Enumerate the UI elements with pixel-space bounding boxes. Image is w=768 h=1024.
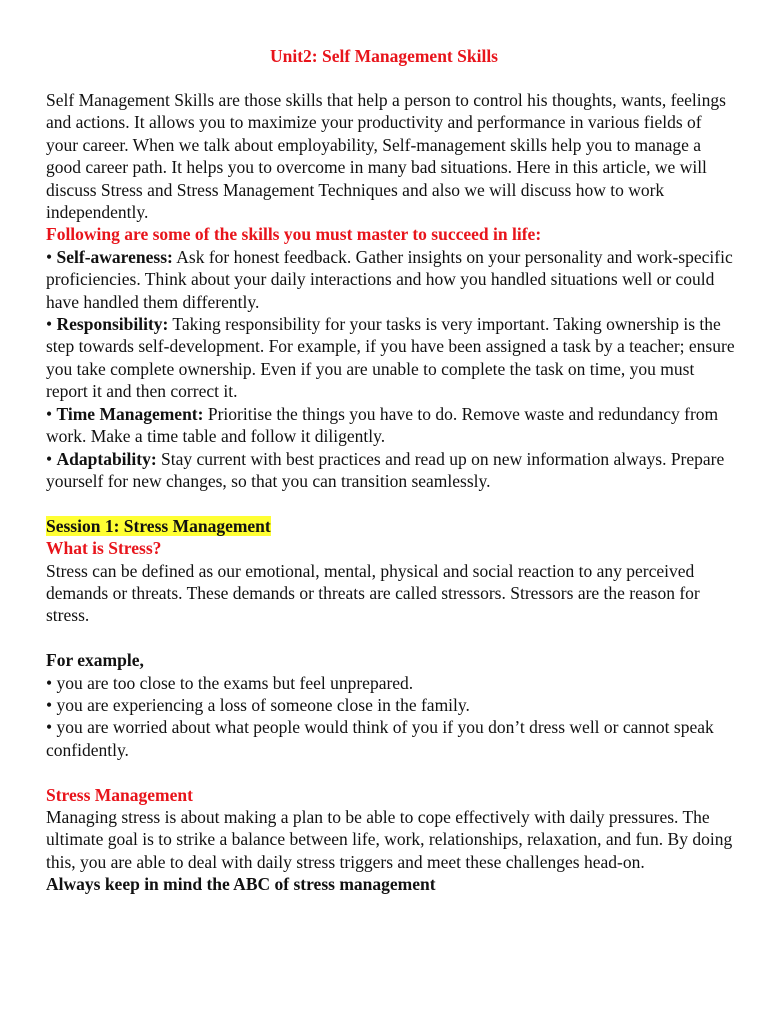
session-heading: Session 1: Stress Management — [46, 515, 271, 536]
skill-item-responsibility — [46, 313, 736, 403]
skill-item-adaptability — [46, 448, 736, 493]
skill-text: Prioritise the things you have to do. Remove waste and redundancy from work. Make a time table and follow it diligently. — [46, 403, 719, 447]
bullet: • — [46, 403, 53, 424]
skill-item-time-management — [46, 403, 736, 448]
skills-heading: Following are some of the skills you must master to succeed in life: — [46, 224, 542, 245]
page-title: Unit2: Self Management Skills — [270, 46, 498, 66]
skill-text: Taking responsibility for your tasks is very important. Taking ownership is the step towards self-development. For example, if you have been assigned a task by a teacher; ensure you take complete ownership. Even if you are unable to complete the task on time, you must report it and then correct it. — [46, 314, 735, 402]
intro-paragraph: Self Management Skills are those skills that help a person to control his thoughts, wants, feelings and actions. It allows you to maximize your productivity and performance in various fields of your career. When we talk about employability, Self-management skills help you to manage a good career path. It helps you to overcome in many bad situations. Here in this article, we will discuss Stress and Stress Management Techniques and also we will discuss how to work independently. — [46, 90, 726, 223]
skill-name: Adaptability: — [56, 448, 157, 469]
stress-management-heading: Stress Management — [46, 784, 193, 805]
bullet: • — [46, 246, 53, 267]
skill-text: Ask for honest feedback. Gather insights on your personality and work-specific proficiencies. Think about your daily interactions and how you handled situations well or could have handled them differently. — [46, 246, 733, 312]
stress-management-text: Managing stress is about making a plan to be able to cope effectively with daily pressures. The ultimate goal is to strike a balance between life, work, relationships, relaxation, and fun. By doing this, you are able to deal with daily stress triggers and meet these challenges head-on. — [46, 806, 733, 872]
spacer — [46, 761, 736, 783]
example-heading: For example, — [46, 650, 144, 671]
bullet: • — [46, 314, 53, 335]
skill-item-self-awareness — [46, 246, 736, 313]
stress-definition: Stress can be defined as our emotional, mental, physical and social reaction to any perceived demands or threats. These demands or threats are called stressors. Stressors are the reason for stress. — [46, 560, 700, 626]
what-is-stress-heading: What is Stress? — [46, 538, 162, 559]
document-body — [46, 89, 736, 896]
session-heading-line — [46, 515, 736, 537]
bullet: • — [46, 448, 53, 469]
example-item: • you are too close to the exams but feel unprepared. — [46, 672, 414, 693]
example-item: • you are worried about what people would think of you if you don’t dress well or cannot speak confidently. — [46, 717, 714, 760]
example-item: • you are experiencing a loss of someone close in the family. — [46, 694, 470, 715]
abc-line: Always keep in mind the ABC of stress management — [46, 874, 436, 895]
skill-name: Responsibility: — [56, 314, 169, 335]
skill-name: Self-awareness: — [56, 246, 173, 267]
skill-text: Stay current with best practices and read up on new information always. Prepare yourself for new changes, so that you can transition seamlessly. — [46, 448, 725, 491]
skill-name: Time Management: — [56, 403, 204, 424]
spacer — [46, 492, 736, 514]
spacer — [46, 627, 736, 649]
